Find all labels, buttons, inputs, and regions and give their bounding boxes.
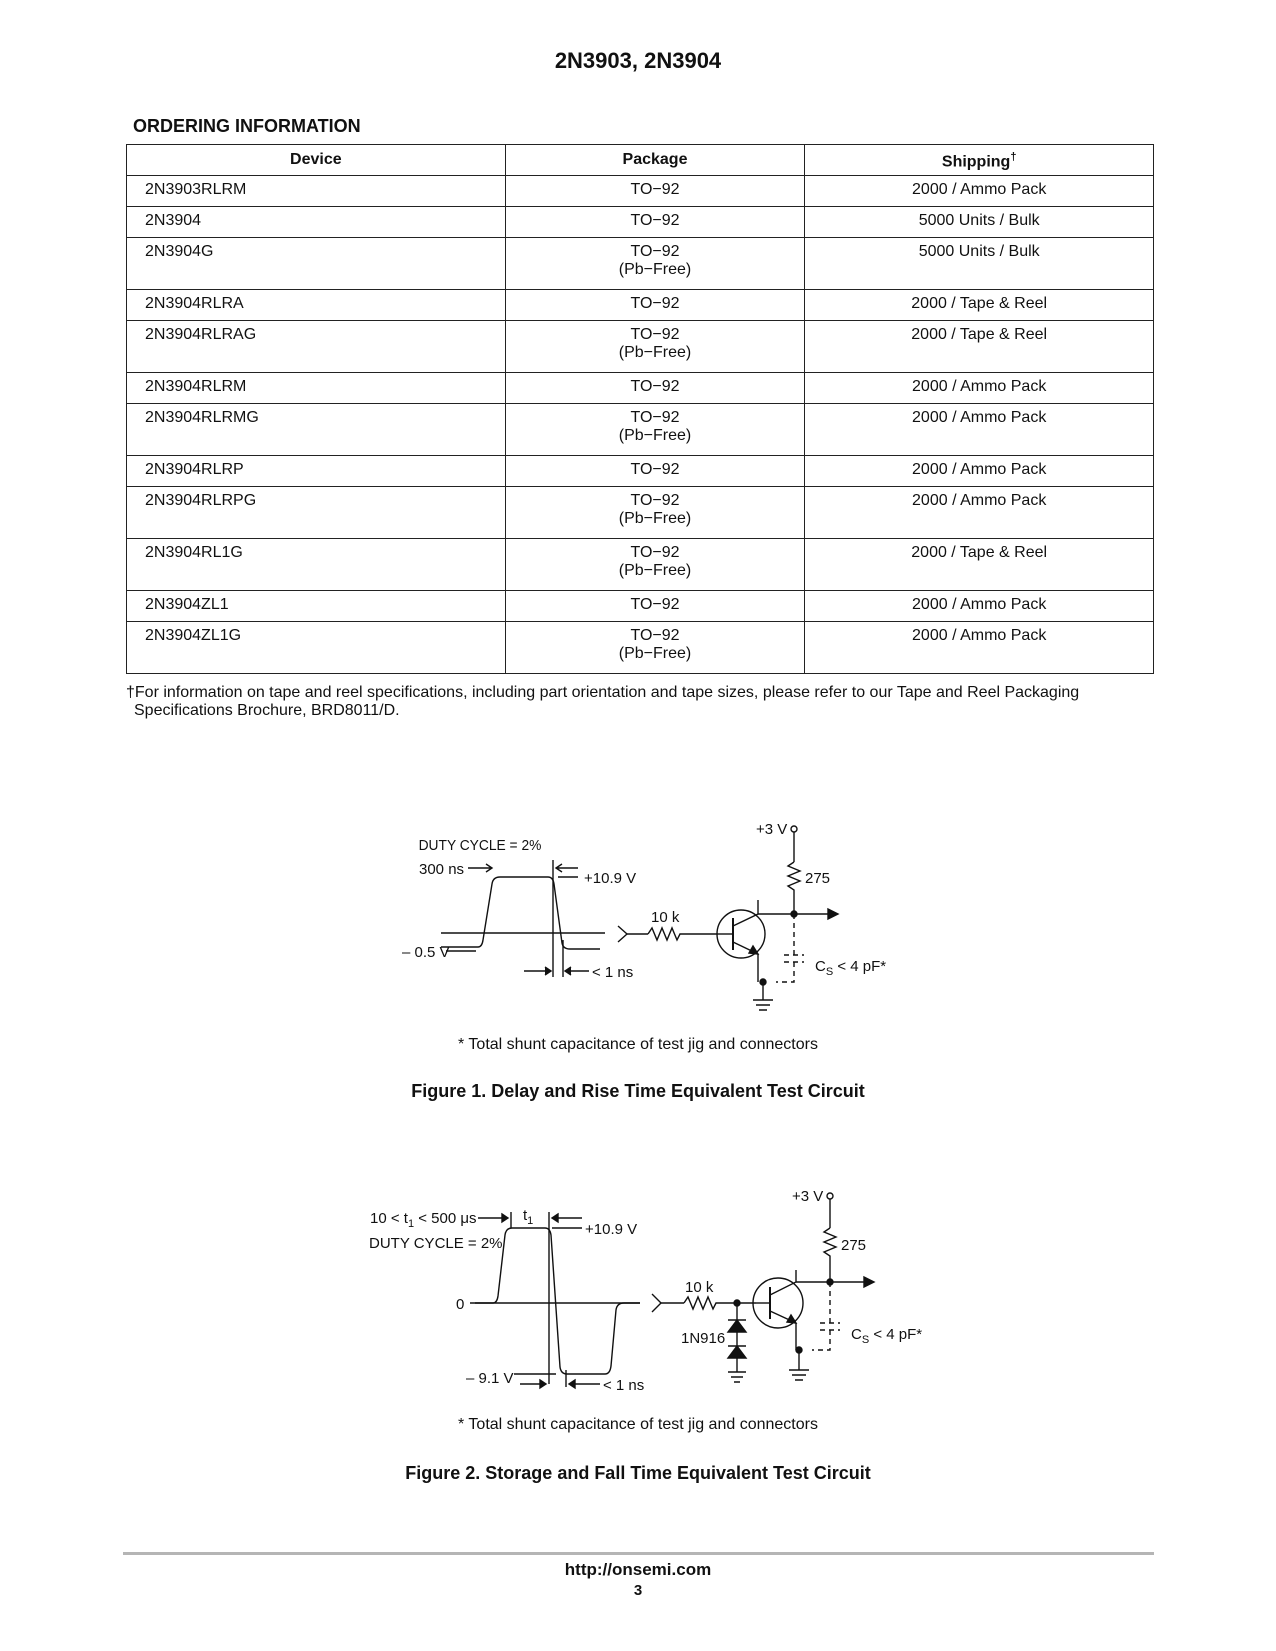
device-cell-text: 2N3904G bbox=[145, 243, 214, 260]
fig2-edge-arrow-right bbox=[569, 1380, 600, 1388]
shipping-cell-text: 5000 Units / Bulk bbox=[918, 212, 1040, 229]
shipping-header-label: Shipping bbox=[941, 153, 1011, 171]
device-cell bbox=[127, 207, 506, 238]
figure-1-caption: Figure 1. Delay and Rise Time Equivalent Test Circuit bbox=[411, 1081, 865, 1101]
fig1-supply-label: +3 V bbox=[756, 821, 788, 838]
table-row bbox=[127, 207, 1154, 238]
package-cell-text: TO−92 bbox=[630, 326, 680, 343]
package-cell bbox=[505, 591, 805, 622]
shipping-cell-text: 2000 / Tape & Reel bbox=[911, 544, 1048, 561]
fig1-pulse-waveform bbox=[441, 877, 600, 949]
fig1-input-terminal bbox=[618, 926, 627, 942]
fig2-diode-2 bbox=[728, 1346, 746, 1358]
device-cell bbox=[127, 176, 506, 207]
package-cell-text: TO−92 bbox=[630, 461, 680, 478]
device-cell-text: 2N3904RLRMG bbox=[145, 409, 259, 426]
device-cell bbox=[127, 290, 506, 321]
package-note: (Pb−Free) bbox=[618, 562, 692, 579]
fig2-duty-cycle-label: DUTY CYCLE = 2% bbox=[369, 1235, 503, 1252]
package-cell bbox=[505, 238, 805, 290]
package-cell bbox=[505, 456, 805, 487]
footnote-line-1: †For information on tape and reel specifications, including part orientation and tape sizes, please refer to our Tape and Reel Packaging bbox=[126, 684, 1080, 701]
fig1-duty-cycle-label: DUTY CYCLE = 2% bbox=[418, 837, 542, 855]
shipping-cell-text: 2000 / Tape & Reel bbox=[911, 326, 1048, 343]
fig2-collector-resistor bbox=[824, 1228, 836, 1282]
table-row bbox=[127, 539, 1154, 591]
footer-divider bbox=[123, 1552, 1154, 1555]
package-cell-text: TO−92 bbox=[630, 492, 680, 509]
fig2-supply-label: +3 V bbox=[792, 1188, 824, 1205]
package-cell bbox=[505, 373, 805, 404]
shipping-dagger: † bbox=[1010, 151, 1017, 163]
fig2-edge-arrow-left bbox=[520, 1380, 546, 1388]
device-cell bbox=[127, 591, 506, 622]
fig2-diode-1 bbox=[728, 1320, 746, 1332]
fig2-t1-range-sub: 1 bbox=[407, 1218, 415, 1230]
fig2-output-arrow bbox=[830, 1277, 874, 1287]
shipping-cell-text: 2000 / Tape & Reel bbox=[911, 295, 1048, 312]
device-cell bbox=[127, 539, 506, 591]
page-number: 3 bbox=[633, 1582, 643, 1599]
fig2-zero-level-label: 0 bbox=[456, 1296, 465, 1313]
shipping-cell bbox=[805, 622, 1154, 674]
fig1-emitter-arrow bbox=[749, 946, 758, 954]
fig1-width-arrow bbox=[468, 864, 492, 872]
package-cell bbox=[505, 404, 805, 456]
fig1-collector-resistor bbox=[788, 862, 800, 914]
ordering-table bbox=[126, 144, 1154, 674]
package-cell bbox=[505, 487, 805, 539]
device-cell-text: 2N3904RLRM bbox=[145, 378, 247, 395]
package-cell-text: TO−92 bbox=[630, 243, 680, 260]
device-cell-text: 2N3904ZL1 bbox=[145, 596, 229, 613]
package-cell bbox=[505, 622, 805, 674]
figure-2-note: * Total shunt capacitance of test jig and connectors bbox=[458, 1416, 818, 1433]
fig1-width-arrow-2 bbox=[556, 864, 578, 872]
fig1-edge-arrow-right bbox=[565, 967, 589, 975]
table-row bbox=[127, 591, 1154, 622]
shipping-cell-text: 2000 / Ammo Pack bbox=[912, 492, 1047, 509]
device-cell bbox=[127, 622, 506, 674]
fig1-output-arrow bbox=[794, 909, 838, 919]
column-header-package: Package bbox=[505, 145, 805, 176]
fig2-high-level-label: +10.9 V bbox=[585, 1221, 638, 1238]
table-row bbox=[127, 622, 1154, 674]
package-cell bbox=[505, 321, 805, 373]
table-body bbox=[127, 176, 1154, 674]
shipping-cell-text: 2000 / Ammo Pack bbox=[912, 409, 1047, 426]
figure-2-diagram bbox=[0, 1180, 1276, 1420]
fig1-low-level-label: – 0.5 V bbox=[402, 944, 450, 961]
shipping-cell-text: 2000 / Ammo Pack bbox=[912, 461, 1047, 478]
package-cell-text: TO−92 bbox=[630, 544, 680, 561]
package-note: (Pb−Free) bbox=[618, 427, 692, 444]
figure-1-note: * Total shunt capacitance of test jig and connectors bbox=[458, 1036, 818, 1053]
package-note: (Pb−Free) bbox=[618, 261, 692, 278]
shipping-cell bbox=[805, 456, 1154, 487]
fig2-cap-subscript: S bbox=[861, 1334, 870, 1346]
device-cell-text: 2N3904ZL1G bbox=[145, 627, 242, 644]
package-cell-text: TO−92 bbox=[630, 378, 680, 395]
fig1-cap-subscript: S bbox=[825, 966, 834, 978]
device-cell bbox=[127, 487, 506, 539]
shipping-cell-text: 2000 / Ammo Pack bbox=[912, 378, 1047, 395]
fig2-cap-symbol: C bbox=[851, 1326, 862, 1343]
device-cell-text: 2N3904RLRA bbox=[145, 295, 244, 312]
package-cell-text: TO−92 bbox=[630, 627, 680, 644]
shipping-footnote bbox=[126, 684, 1154, 720]
fig1-cap-value: < 4 pF* bbox=[833, 958, 887, 975]
fig2-capacitance-label bbox=[851, 1326, 922, 1346]
package-note: (Pb−Free) bbox=[618, 645, 692, 662]
fig1-collector-resistor-label: 275 bbox=[805, 870, 831, 887]
fig1-supply-terminal bbox=[791, 826, 797, 832]
fig2-ground-symbol bbox=[789, 1370, 809, 1380]
package-cell bbox=[505, 176, 805, 207]
fig2-t1-arrow-right bbox=[552, 1214, 582, 1222]
fig1-edge-time-label: < 1 ns bbox=[592, 964, 634, 981]
fig2-input-terminal bbox=[652, 1294, 661, 1312]
fig2-shunt-capacitor bbox=[812, 1282, 840, 1350]
table-row bbox=[127, 321, 1154, 373]
device-cell-text: 2N3904RLRAG bbox=[145, 326, 257, 343]
fig2-t1-range-a: 10 < t bbox=[370, 1210, 408, 1227]
package-cell-text: TO−92 bbox=[630, 409, 680, 426]
shipping-cell bbox=[805, 176, 1154, 207]
fig2-t1-subscript: 1 bbox=[527, 1215, 534, 1227]
shipping-cell bbox=[805, 404, 1154, 456]
device-cell bbox=[127, 373, 506, 404]
figure-2-caption: Figure 2. Storage and Fall Time Equivalent Test Circuit bbox=[405, 1463, 871, 1483]
device-cell-text: 2N3904RL1G bbox=[145, 544, 243, 561]
shipping-cell bbox=[805, 591, 1154, 622]
fig1-edge-arrow-left bbox=[524, 967, 551, 975]
fig1-base-resistor bbox=[648, 928, 718, 940]
footnote-line-2: Specifications Brochure, BRD8011/D. bbox=[134, 702, 400, 719]
column-header-device: Device bbox=[127, 145, 506, 176]
shipping-cell-text: 2000 / Ammo Pack bbox=[912, 181, 1047, 198]
device-cell-text: 2N3904RLRP bbox=[145, 461, 244, 478]
fig2-base-resistor-label: 10 k bbox=[685, 1279, 714, 1296]
shipping-cell bbox=[805, 238, 1154, 290]
device-cell bbox=[127, 404, 506, 456]
package-cell-text: TO−92 bbox=[630, 212, 680, 229]
fig2-diode-label: 1N916 bbox=[681, 1330, 726, 1347]
fig1-capacitance-label bbox=[815, 958, 886, 978]
fig2-emitter-arrow bbox=[787, 1315, 796, 1323]
table-row bbox=[127, 238, 1154, 290]
fig1-transistor-collector bbox=[733, 900, 758, 926]
package-cell bbox=[505, 290, 805, 321]
table-row bbox=[127, 456, 1154, 487]
fig1-high-level-label: +10.9 V bbox=[584, 870, 637, 887]
fig2-t1-label bbox=[523, 1207, 533, 1227]
fig1-cap-symbol: C bbox=[815, 958, 826, 975]
table-row bbox=[127, 404, 1154, 456]
shipping-cell bbox=[805, 290, 1154, 321]
fig2-t1-symbol: t bbox=[523, 1207, 528, 1224]
table-row bbox=[127, 176, 1154, 207]
footer-link[interactable]: http://onsemi.com bbox=[564, 1560, 712, 1579]
table-row bbox=[127, 290, 1154, 321]
shipping-cell-text: 2000 / Ammo Pack bbox=[912, 627, 1047, 644]
shipping-cell bbox=[805, 373, 1154, 404]
package-cell bbox=[505, 207, 805, 238]
table-row bbox=[127, 373, 1154, 404]
device-cell bbox=[127, 238, 506, 290]
package-cell-text: TO−92 bbox=[630, 295, 680, 312]
fig2-base-resistor bbox=[684, 1297, 756, 1309]
fig2-edge-time-label: < 1 ns bbox=[603, 1377, 645, 1394]
column-header-shipping bbox=[805, 145, 1154, 176]
device-cell bbox=[127, 456, 506, 487]
shipping-cell bbox=[805, 207, 1154, 238]
fig2-t1-range-label bbox=[370, 1210, 477, 1230]
package-note: (Pb−Free) bbox=[618, 510, 692, 527]
fig1-shunt-capacitor bbox=[776, 914, 804, 982]
fig1-base-resistor-label: 10 k bbox=[651, 909, 680, 926]
figure-1-diagram bbox=[0, 806, 1276, 1036]
package-cell-text: TO−92 bbox=[630, 181, 680, 198]
fig2-diode-ground bbox=[728, 1372, 746, 1382]
shipping-cell-text: 2000 / Ammo Pack bbox=[912, 596, 1047, 613]
table-header-row bbox=[127, 145, 1154, 176]
fig2-low-level-label: – 9.1 V bbox=[466, 1370, 514, 1387]
shipping-cell-text: 5000 Units / Bulk bbox=[918, 243, 1040, 260]
table-row bbox=[127, 487, 1154, 539]
fig1-pulse-width-label: 300 ns bbox=[419, 861, 465, 878]
package-cell-text: TO−92 bbox=[630, 596, 680, 613]
page-title: 2N3903, 2N3904 bbox=[554, 48, 722, 73]
shipping-cell bbox=[805, 539, 1154, 591]
fig1-ground-symbol bbox=[753, 1000, 773, 1010]
ordering-information-heading: ORDERING INFORMATION bbox=[133, 116, 361, 136]
fig2-collector-resistor-label: 275 bbox=[841, 1237, 867, 1254]
fig2-supply-terminal bbox=[827, 1193, 833, 1199]
fig2-t1-arrow-left bbox=[478, 1214, 508, 1222]
device-cell bbox=[127, 321, 506, 373]
fig2-t1-range-b: < 500 μs bbox=[414, 1210, 477, 1227]
package-note: (Pb−Free) bbox=[618, 344, 692, 361]
shipping-cell bbox=[805, 321, 1154, 373]
device-cell-text: 2N3903RLRM bbox=[145, 181, 247, 198]
package-cell bbox=[505, 539, 805, 591]
fig2-cap-value: < 4 pF* bbox=[869, 1326, 923, 1343]
shipping-cell bbox=[805, 487, 1154, 539]
device-cell-text: 2N3904 bbox=[145, 212, 202, 229]
device-cell-text: 2N3904RLRPG bbox=[145, 492, 257, 509]
